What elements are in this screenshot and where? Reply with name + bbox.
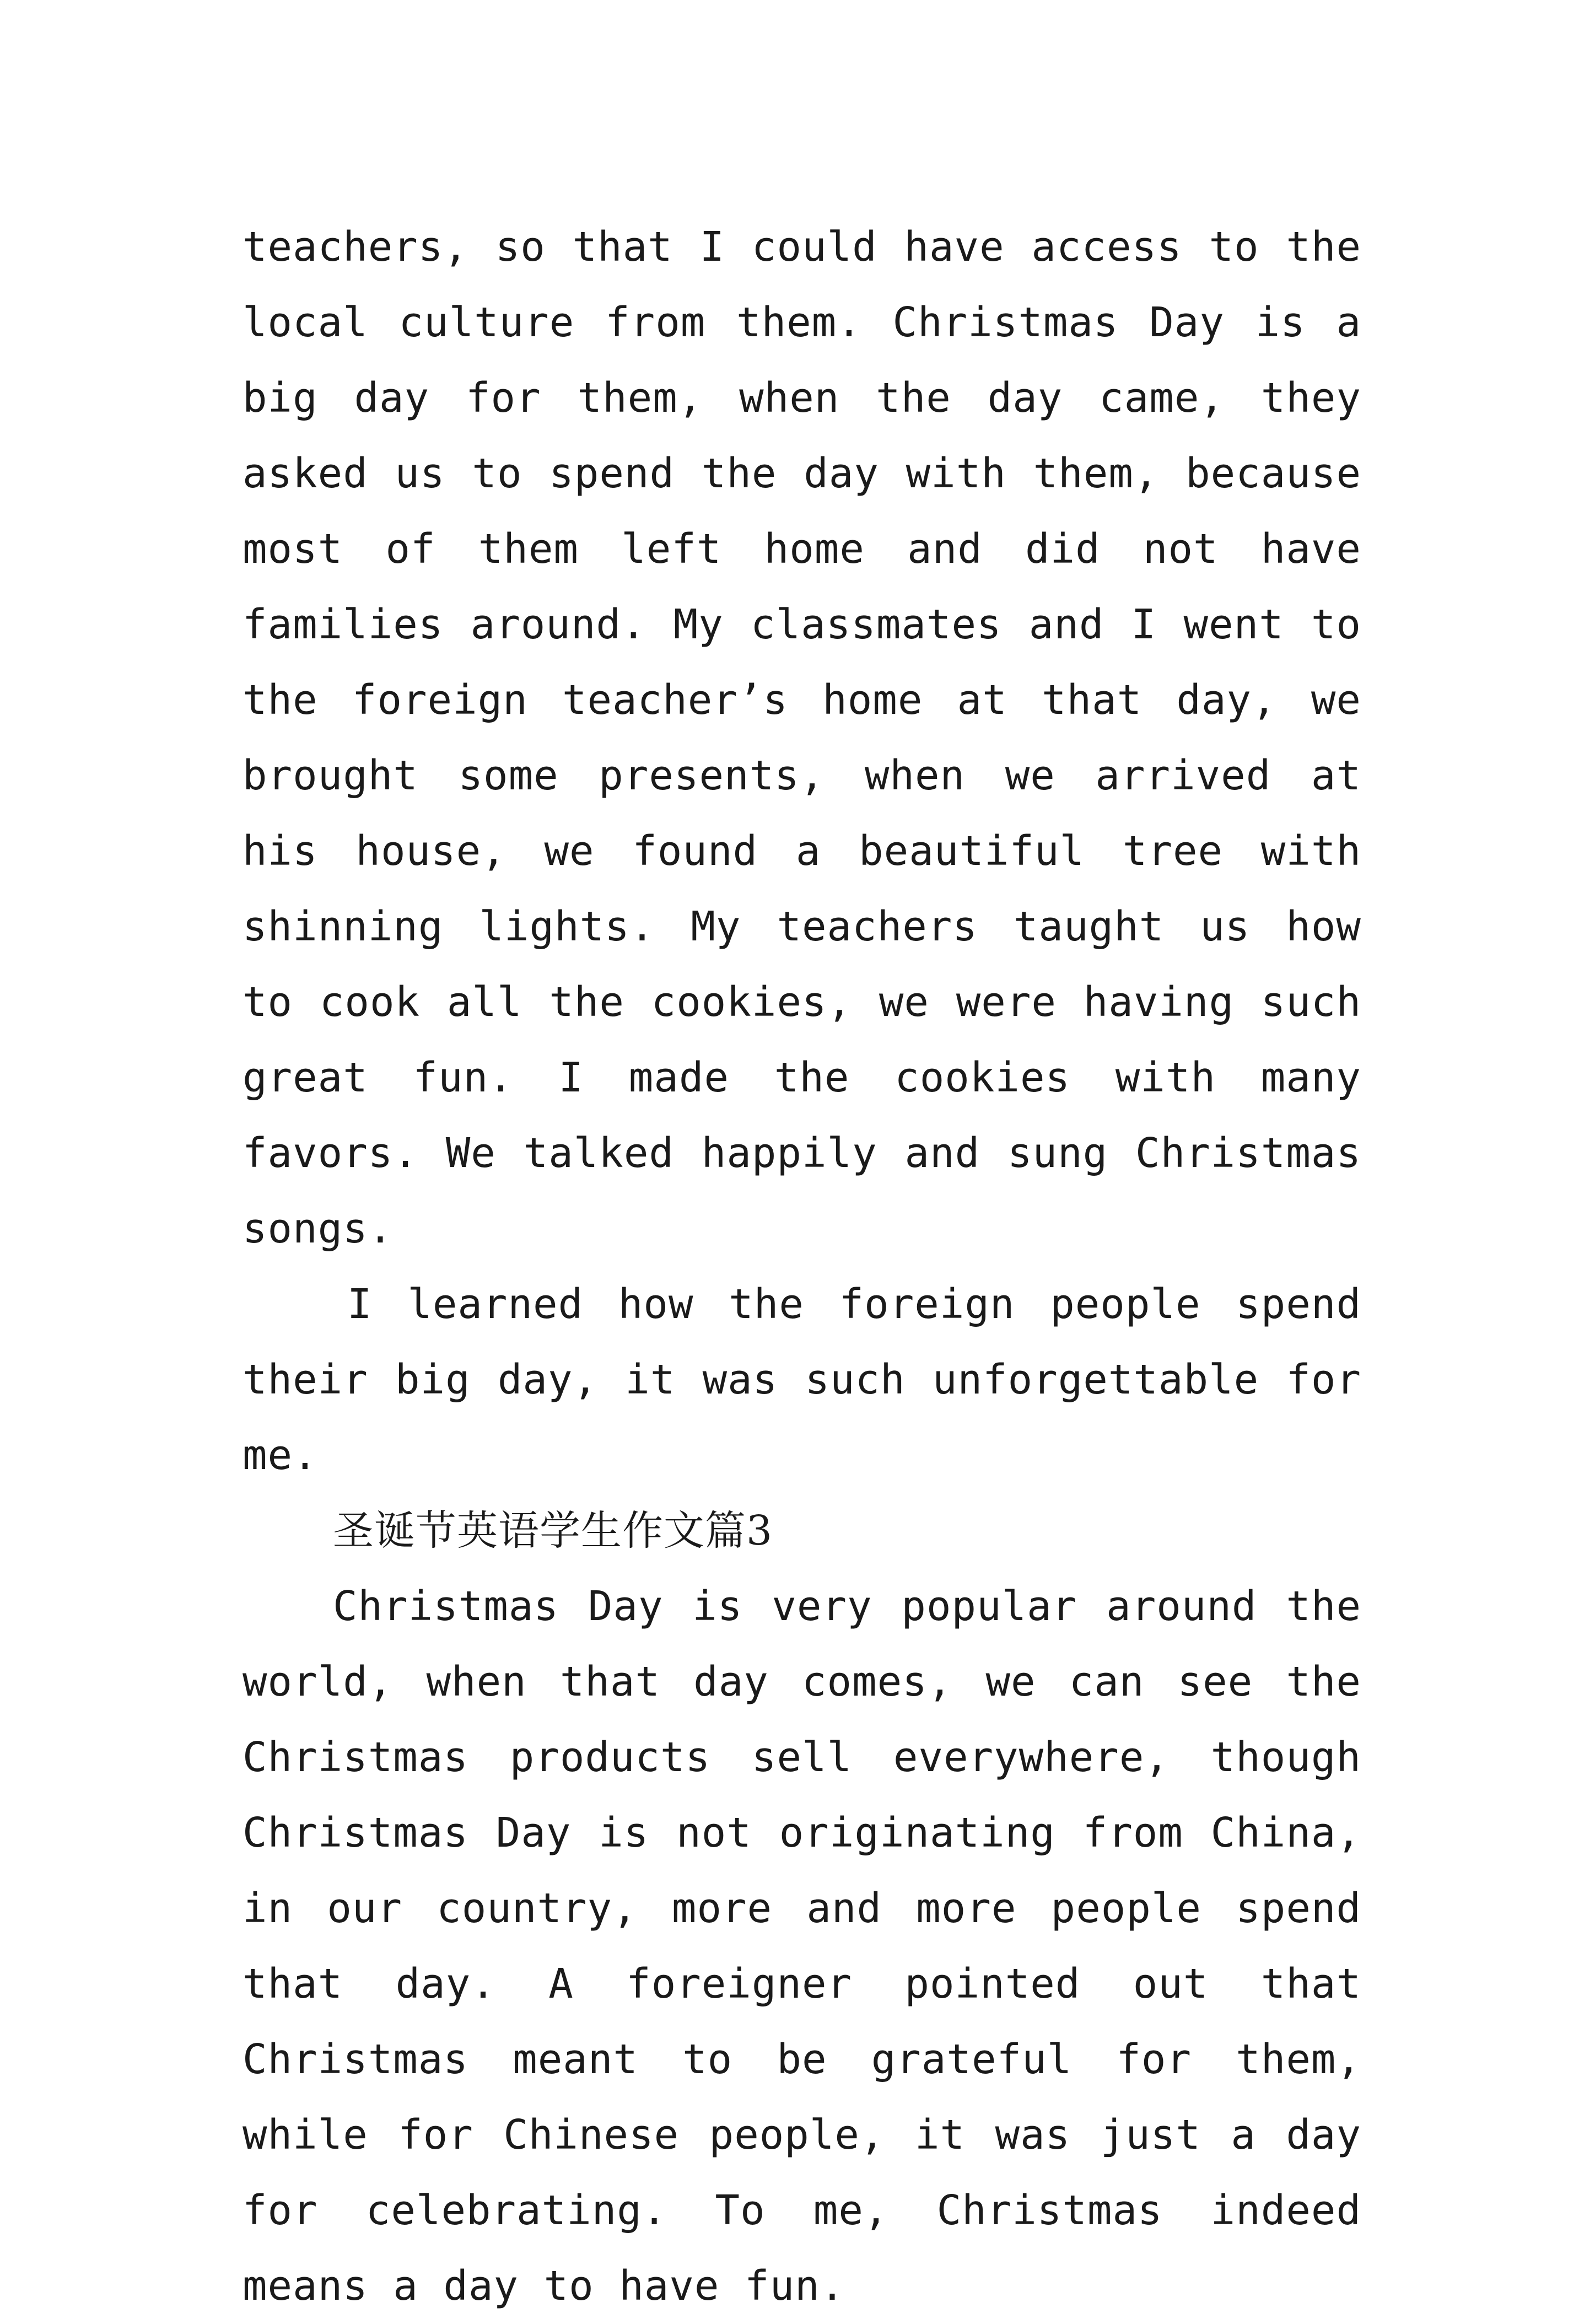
essay-heading: 圣诞节英语学生作文篇3 <box>333 1507 773 1554</box>
essay-paragraph-closing: I learned how the foreign people spend their big day, it was such unforgettable for me. <box>243 1281 1361 1479</box>
essay-paragraph-intro: Christmas Day is very popular around the world, when that day comes, we can see the Christmas products sell everywhere, though Christmas Day is not originating from China, in our country, more and more people spend that day. A foreigner pointed out that Christmas meant to be grateful for them, while for Chinese people, it was just a day for celebrating. To me, Christmas indeed means a day to have fun. <box>243 1583 1361 2310</box>
document-body <box>243 209 1361 2324</box>
essay-paragraph-continued: teachers, so that I could have access to the local culture from them. Christmas Day is a big day for them, when the day came, they asked us to spend the day with them, because most of them left home and did not have families around. My classmates and I went to the foreign teacher’s home at that day, we brought some presents, when we arrived at his house, we found a beautiful tree with shinning lights. My teachers taught us how to cook all the cookies, we were having such great fun. I made the cookies with many favors. We talked happily and sung Christmas songs. <box>243 223 1361 1252</box>
